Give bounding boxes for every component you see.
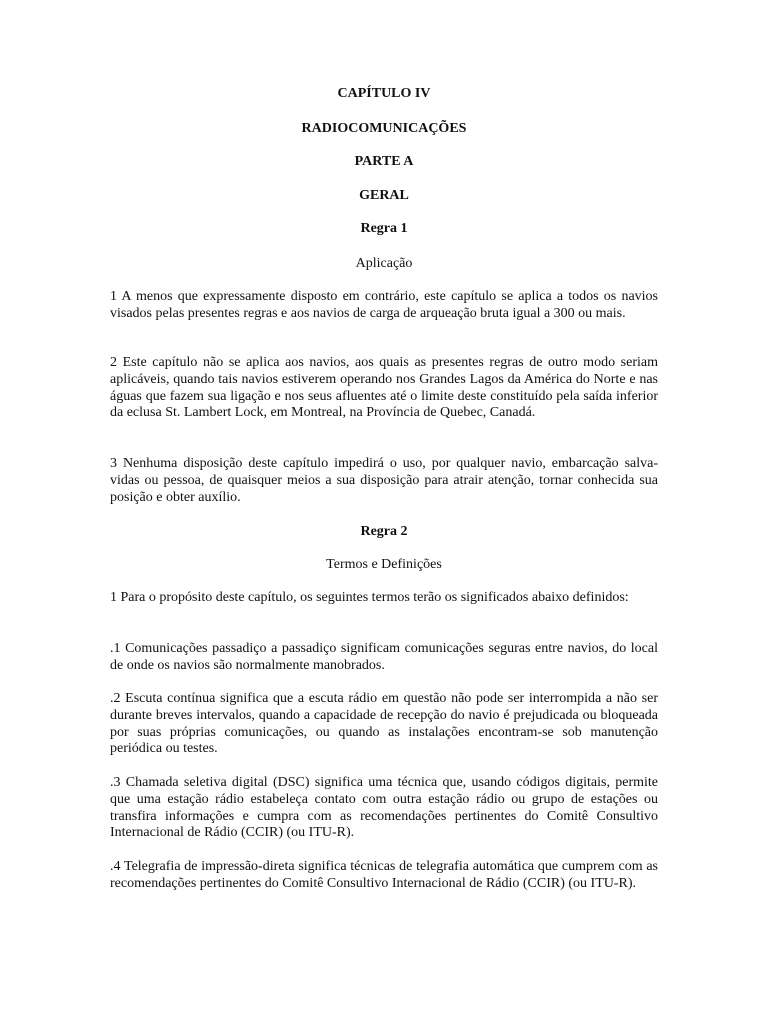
rule-2-definition-1: .1 Comunicações passadiço a passadiço significam comunicações seguras entre navios, do local de onde os navios são normalmente manobrados.	[110, 641, 658, 673]
part-title: GERAL	[359, 188, 409, 203]
rule-1-label: Regra 1	[360, 221, 408, 236]
rule-1-paragraph-1: 1 A menos que expressamente disposto em contrário, este capítulo se aplica a todos os navios visados pelas presentes regras e aos navios de carga de arqueação bruta igual a 300 ou mais.	[110, 289, 658, 321]
rule-1-title: Aplicação	[355, 256, 413, 271]
rule-2-definition-4: .4 Telegrafia de impressão-direta significa técnicas de telegrafia automática que cumprem com as recomendações pertinentes do Comitê Consultivo Internacional de Rádio (CCIR) (ou ITU-R).	[110, 859, 658, 891]
chapter-title: RADIOCOMUNICAÇÕES	[301, 121, 467, 136]
part-heading: PARTE A	[354, 154, 414, 169]
rule-2-title: Termos e Definições	[326, 557, 442, 572]
rule-2-definition-2: .2 Escuta contínua significa que a escuta rádio em questão não pode ser interrompida a não ser durante breves intervalos, quando a capacidade de recepção do navio é prejudicada ou bloqueada por suas próprias comunicações, ou quando as instalações encontram-se sob manutenção periódica ou testes.	[110, 691, 658, 757]
chapter-heading: CAPÍTULO IV	[337, 86, 431, 101]
rule-2-definition-3: .3 Chamada seletiva digital (DSC) significa uma técnica que, usando códigos digitais, permite que uma estação rádio estabeleça contato com outra estação rádio ou grupo de estações ou transfira informações e cumpra com as recomendações pertinentes do Comitê Consultivo Internacional de Rádio (CCIR) (ou ITU-R).	[110, 775, 658, 841]
rule-1-paragraph-2: 2 Este capítulo não se aplica aos navios, aos quais as presentes regras de outro modo seriam aplicáveis, quando tais navios estiverem operando nos Grandes Lagos da América do Norte e nas águas que fazem sua ligação e nos seus afluentes até o limite deste constituído pela saída inferior da eclusa St. Lambert Lock, em Montreal, na Província de Quebec, Canadá.	[110, 355, 658, 421]
rule-2-paragraph-1: 1 Para o propósito deste capítulo, os seguintes termos terão os significados abaixo definidos:	[110, 590, 629, 605]
rule-1-paragraph-3: 3 Nenhuma disposição deste capítulo impedirá o uso, por qualquer navio, embarcação salva-vidas ou pessoa, de quaisquer meios a sua disposição para atrair atenção, tornar conhecida sua posição e obter auxílio.	[110, 456, 658, 505]
rule-2-label: Regra 2	[360, 524, 408, 539]
